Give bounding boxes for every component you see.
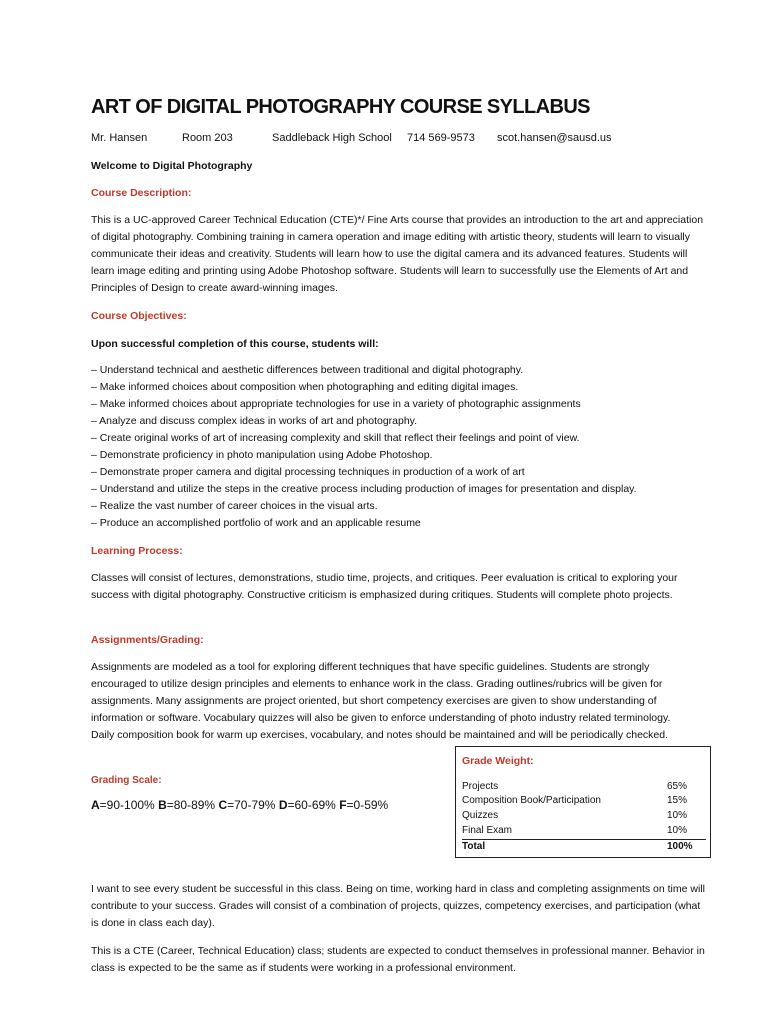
phone-number: 714 569-9573 — [407, 132, 475, 144]
grade-weight-heading: Grade Weight: — [462, 755, 534, 767]
learning-process-text: Classes will consist of lectures, demonstrations, studio time, projects, and critiques. Peer evaluation is critical to exploring your success with digital photography. Constructive criticism is emphasized during critiques. Students will complete photo projects. — [91, 572, 678, 601]
grade-letter: A — [91, 798, 100, 812]
table-row — [462, 810, 688, 824]
assignments-heading: Assignments/Grading: — [91, 634, 204, 646]
room-number: Room 203 — [182, 132, 233, 144]
objectives-intro: Upon successful completion of this course, students will: — [91, 338, 379, 350]
total-label: Total — [462, 841, 486, 852]
weight-label: Projects — [462, 781, 499, 792]
grading-scale-heading: Grading Scale: — [91, 775, 162, 786]
list-item: – Demonstrate proficiency in photo manipulation using Adobe Photoshop. — [91, 449, 433, 461]
list-item: – Understand technical and aesthetic differences between traditional and digital photography. — [91, 364, 524, 376]
grading-scale — [91, 798, 388, 812]
teacher-name: Mr. Hansen — [91, 132, 148, 144]
grade-letter: B — [158, 798, 167, 812]
learning-process-heading: Learning Process: — [91, 545, 183, 557]
list-item: – Make informed choices about appropriate technologies for use in a variety of photographic assignments — [91, 398, 581, 410]
list-item: – Make informed choices about composition when photographing and editing digital images. — [91, 381, 519, 393]
grade-range: =70-79% — [227, 798, 279, 812]
grade-range: =90-100% — [99, 798, 159, 812]
list-item: – Produce an accomplished portfolio of work and an applicable resume — [91, 517, 421, 529]
list-item: – Create original works of art of increasing complexity and skill that reflect their feelings and point of view. — [91, 432, 580, 444]
weight-value: 65% — [667, 781, 688, 792]
total-value: 100% — [667, 841, 693, 852]
course-objectives-heading: Course Objectives: — [91, 310, 187, 322]
grade-range: =0-59% — [346, 798, 389, 812]
list-item: – Understand and utilize the steps in the creative process including production of images for presentation and display. — [91, 483, 637, 495]
assignments-text: Assignments are modeled as a tool for exploring different techniques that have specific guidelines. Students are strongly encouraged to utilize design principles and elements to enhance work in the class. Grading outlines/rubrics will be given for assignments. Many assignments are project oriented, but short competency exercises are given to show understanding of information or software. Vocabulary quizzes will also be given to enforce understanding of photo industry related terminology. Daily composition book for warm up exercises, vocabulary, and notes should be maintained and will be periodically checked. — [91, 661, 671, 741]
table-row — [462, 795, 688, 809]
grade-range: =60-69% — [287, 798, 340, 812]
school-name: Saddleback High School — [272, 132, 392, 144]
page-title: ART OF DIGITAL PHOTOGRAPHY COURSE SYLLABUS — [91, 96, 590, 118]
total-divider — [462, 839, 706, 840]
list-item: – Realize the vast number of career choices in the visual arts. — [91, 500, 378, 512]
objectives-list — [91, 362, 709, 532]
weight-label: Composition Book/Participation — [462, 795, 601, 806]
weight-label: Final Exam — [462, 825, 513, 836]
closing-paragraph: I want to see every student be successful in this class. Being on time, working hard in class and completing assignments on time will contribute to your success. Grades will consist of a combination of projects, quizzes, competency exercises, and participation (what is done in class each day). — [91, 883, 705, 929]
weight-value: 10% — [667, 825, 688, 836]
list-item: – Demonstrate proper camera and digital processing techniques in production of a work of art — [91, 466, 525, 478]
grade-letter: D — [278, 798, 288, 812]
contact-line — [91, 132, 711, 146]
course-description-text: This is a UC-approved Career Technical Education (CTE)*/ Fine Arts course that provides an introduction to the art and appreciation of digital photography. Combining training in camera operation and image editing with artistic theory, students will learn to visually communicate their ideas and creativity. Students will learn how to use the digital camera and its advanced features. Students will learn image editing and printing using Adobe Photoshop software. Students will learn to successfully use the Elements of Art and Principles of Design to create award-winning images. — [91, 214, 704, 294]
grade-letter: F — [339, 798, 347, 812]
list-item: – Analyze and discuss complex ideas in works of art and photography. — [91, 415, 418, 427]
grade-weight-table — [455, 746, 711, 858]
closing-paragraph: This is a CTE (Career, Technical Education) class; students are expected to conduct themselves in professional manner. Behavior in class is expected to be the same as if students were working in a professional environment. — [91, 945, 705, 974]
table-row — [462, 825, 688, 839]
welcome-heading: Welcome to Digital Photography — [91, 160, 253, 172]
grade-range: =80-89% — [166, 798, 219, 812]
weight-label: Quizzes — [462, 810, 499, 821]
table-row-total — [462, 841, 702, 855]
course-description-heading: Course Description: — [91, 187, 192, 199]
weight-value: 10% — [667, 810, 688, 821]
table-row — [462, 781, 688, 795]
grade-letter: C — [218, 798, 228, 812]
email-address[interactable]: scot.hansen@sausd.us — [497, 132, 612, 144]
weight-value: 15% — [667, 795, 688, 806]
